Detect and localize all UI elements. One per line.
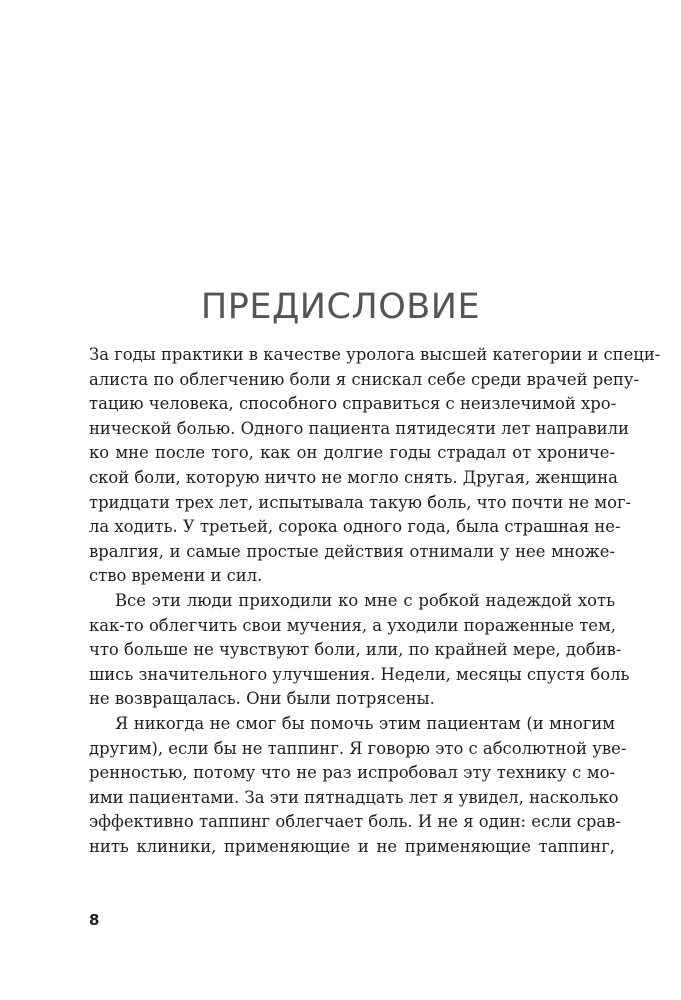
page-number: 8 (89, 911, 100, 929)
text-line: нической болью. Одного пациента пятидесяти лет направили (89, 418, 629, 438)
chapter-title: ПРЕДИСЛОВИЕ (200, 287, 481, 327)
text-line: нить клиники, применяющие и не применяющие таппинг, (89, 836, 615, 856)
text-line: ими пациентами. За эти пятнадцать лет я увидел, насколько (89, 787, 619, 807)
text-line: ство времени и сил. (89, 566, 263, 586)
text-line: как-то облегчить свои мучения, а уходили пораженные тем, (89, 615, 616, 635)
text-line: Я никогда не смог бы помочь этим пациентам (и многим (115, 713, 615, 733)
text-line: Все эти люди приходили ко мне с робкой надеждой хоть (115, 590, 615, 610)
text-line: вралгия, и самые простые действия отнимали у нее множе- (89, 541, 615, 561)
text-line: другим), если бы не таппинг. Я говорю это с абсолютной уве- (89, 738, 627, 758)
text-line: ла ходить. У третьей, сорока одного года, была страшная не- (89, 517, 621, 537)
body-text (89, 343, 661, 859)
text-line: эффективно таппинг облегчает боль. И не я один: если срав- (89, 812, 621, 832)
text-line: За годы практики в качестве уролога высшей категории и специ- (89, 345, 661, 364)
text-line: тридцати трех лет, испытывала такую боль, что почти не мог- (89, 492, 632, 512)
text-line: ко мне после того, как он долгие годы страдал от хрониче- (89, 443, 615, 463)
text-line: что больше не чувствуют боли, или, по крайней мере, добив- (89, 640, 622, 660)
text-line: алиста по облегчению боли я снискал себе среди врачей репу- (89, 369, 640, 389)
text-line: тацию человека, способного справиться с неизлечимой хро- (89, 394, 617, 414)
text-line: шись значительного улучшения. Недели, месяцы спустя боль (89, 664, 630, 684)
text-line: не возвращалась. Они были потрясены. (89, 689, 435, 709)
text-line: ренностью, потому что не раз испробовал эту технику с мо- (89, 763, 615, 783)
text-line: ской боли, которую ничто не могло снять. Другая, женщина (89, 467, 618, 487)
